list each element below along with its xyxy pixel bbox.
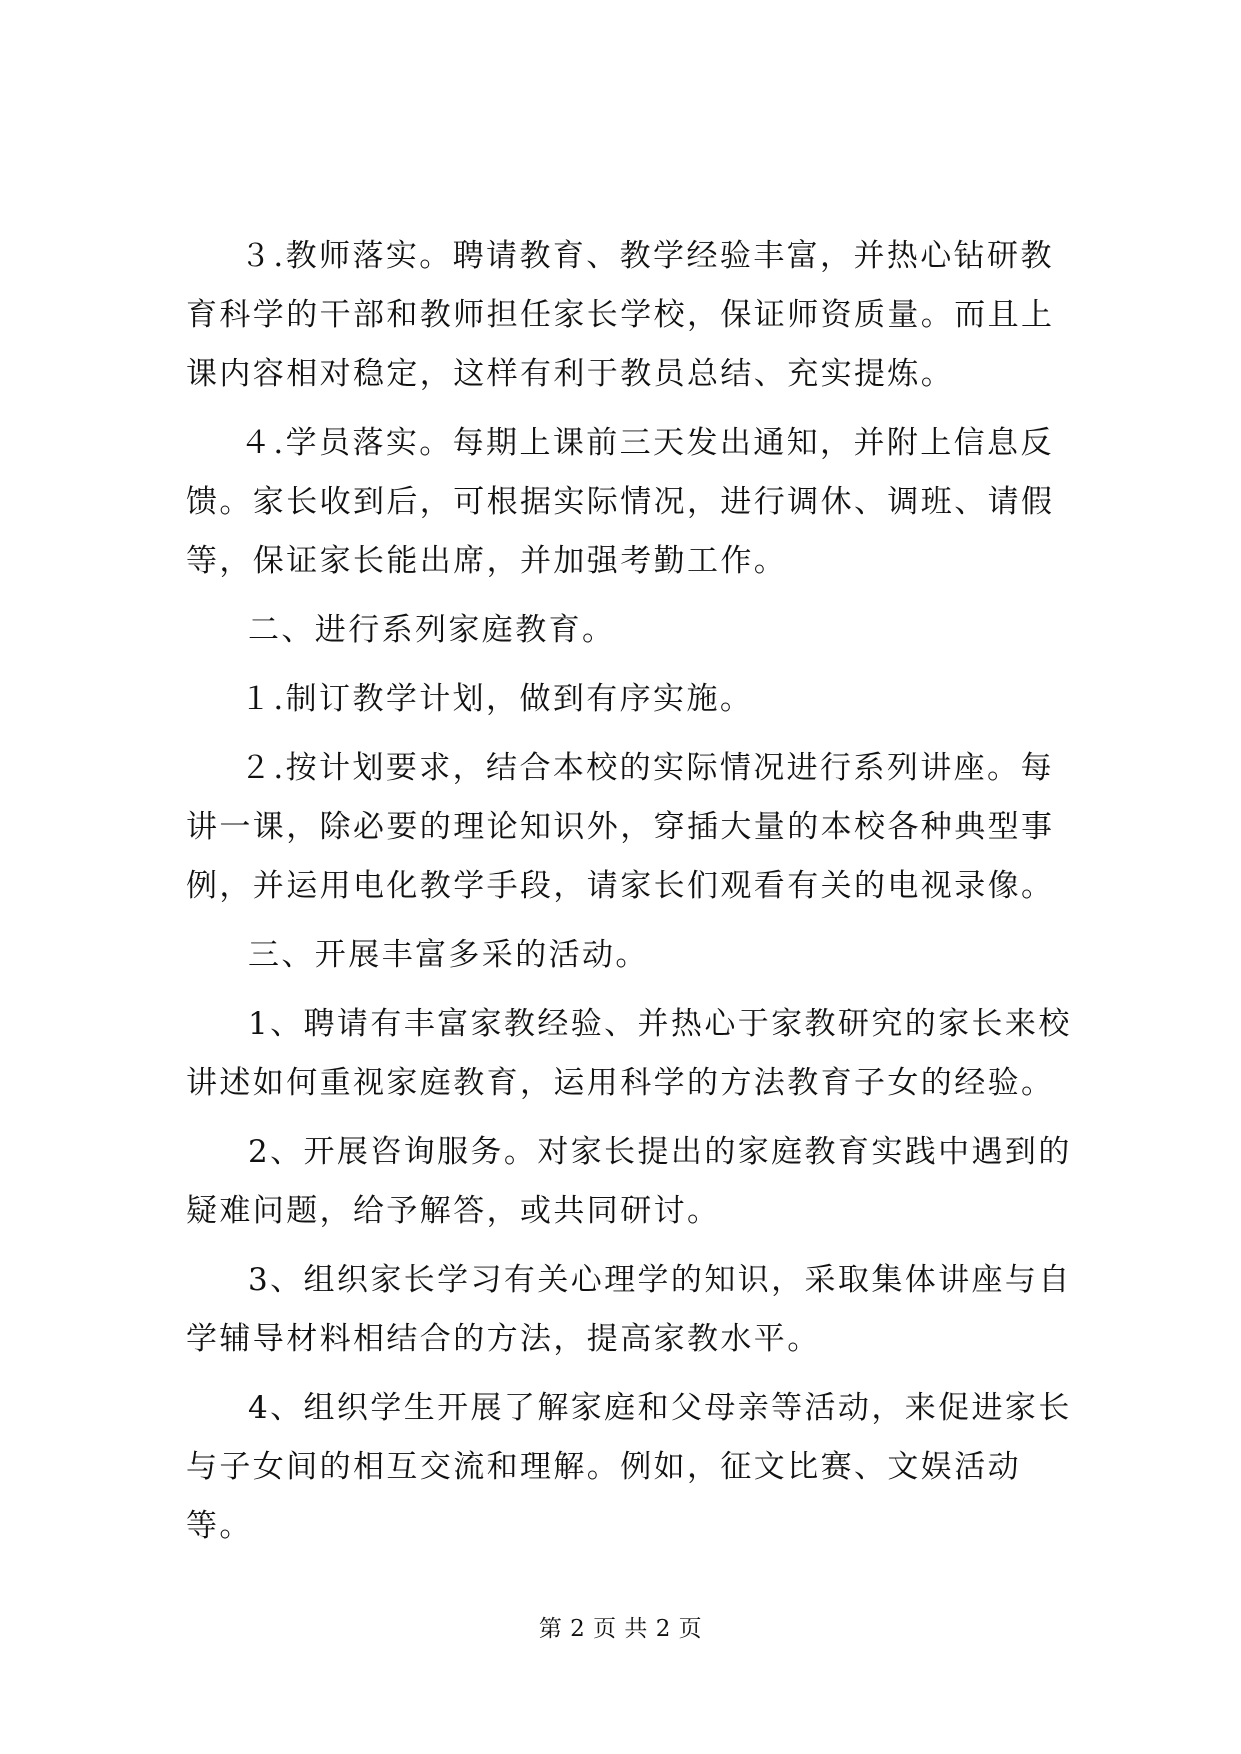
paragraph-teaching-plan: １.制订教学计划，做到有序实施。 [240, 681, 754, 717]
paragraph-lecture-series: ２.按计划要求，结合本校的实际情况进行系列讲座。每讲一课，除必要的理论知识外，穿插大量的本校各种典型事例，并运用电化教学手段，请家长们观看有关的电视录像。 [186, 750, 1055, 904]
paragraph-activity-4: 4、组织学生开展了解家庭和父母亲等活动，来促进家长与子女间的相互交流和理解。例如，征文比赛、文娱活动等。 [186, 1390, 1072, 1544]
paragraph-student-implementation: ４.学员落实。每期上课前三天发出通知，并附上信息反馈。家长收到后，可根据实际情况，进行调休、调班、请假等，保证家长能出席，并加强考勤工作。 [186, 425, 1055, 579]
paragraph-activity-2: 2、开展咨询服务。对家长提出的家庭教育实践中遇到的疑难问题，给予解答，或共同研讨。 [186, 1134, 1072, 1229]
document-body [186, 227, 1086, 1566]
section-heading-family-education: 二、进行系列家庭教育。 [248, 612, 616, 648]
page-footer: 第 2 页 共 2 页 [538, 1616, 703, 1642]
paragraph-activity-3: 3、组织家长学习有关心理学的知识，采取集体讲座与自学辅导材料相结合的方法，提高家教水平。 [186, 1262, 1072, 1357]
section-heading-activities: 三、开展丰富多采的活动。 [248, 937, 649, 973]
paragraph-activity-1: 1、聘请有丰富家教经验、并热心于家教研究的家长来校讲述如何重视家庭教育，运用科学的方法教育子女的经验。 [186, 1006, 1072, 1101]
paragraph-teacher-implementation: ３.教师落实。聘请教育、教学经验丰富，并热心钻研教育科学的干部和教师担任家长学校，保证师资质量。而且上课内容相对稳定，这样有利于教员总结、充实提炼。 [186, 238, 1055, 392]
